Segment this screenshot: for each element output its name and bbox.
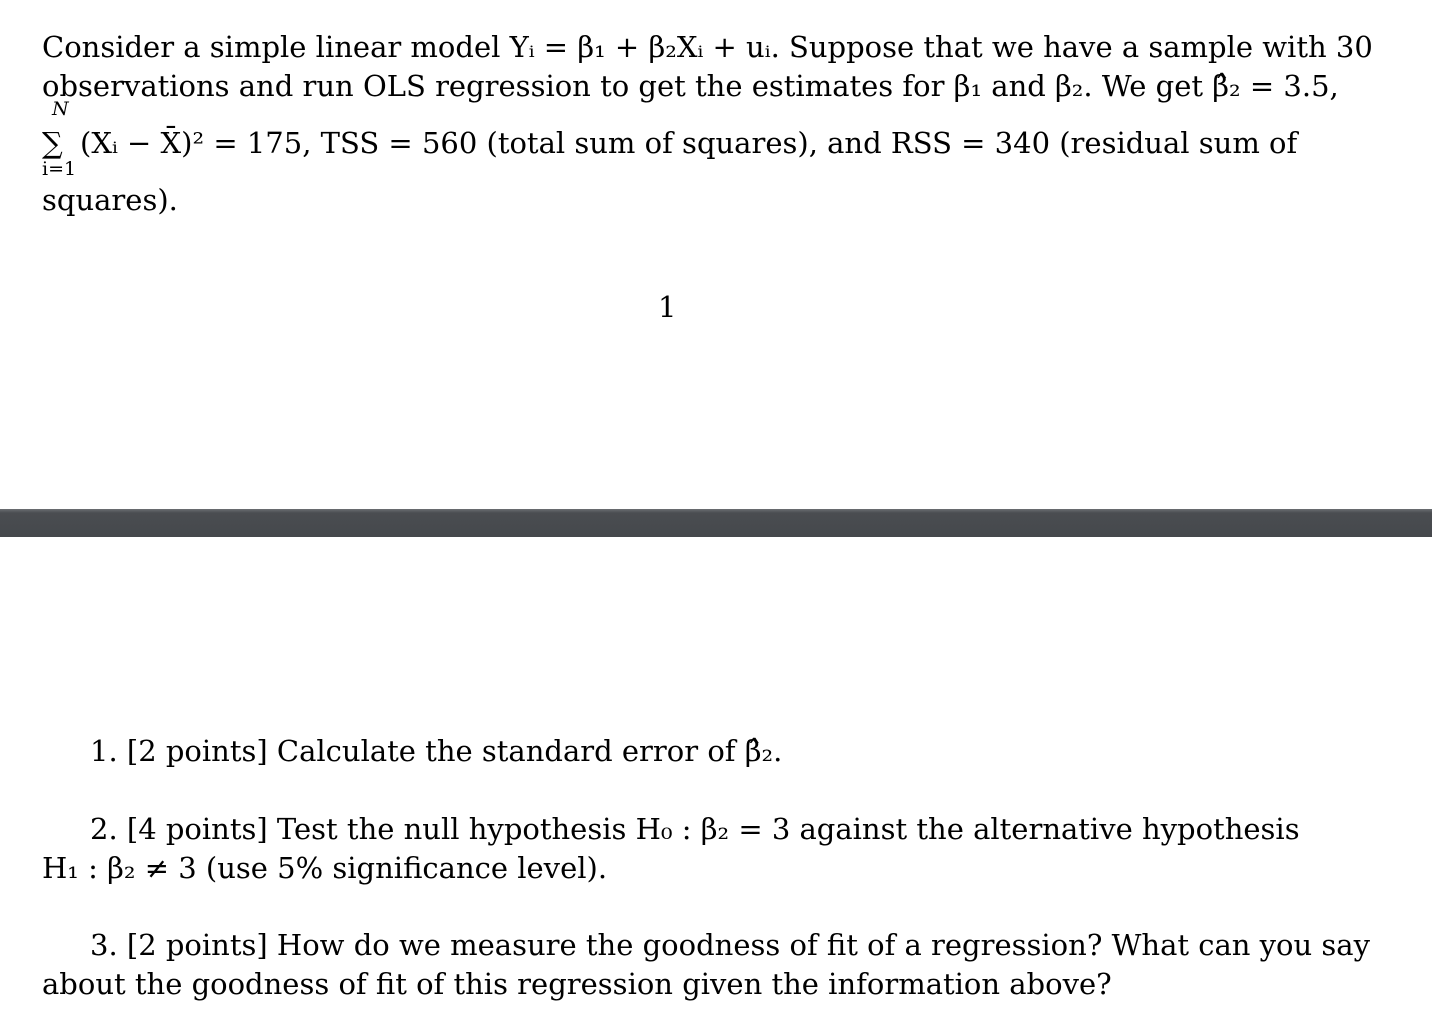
problem-line-3	[42, 98, 1298, 180]
problem-statement	[42, 28, 1373, 220]
question-3-line-1: 3. [2 points] How do we measure the goodness of fit of a regression? What can you say	[90, 928, 1370, 962]
problem-line-2: observations and run OLS regression to get the estimates for β₁ and β₂. We get β̂₂ = 3.5,	[42, 69, 1339, 103]
problem-line-3-text: (Xᵢ − X̄)² = 175, TSS = 560 (total sum of squares), and RSS = 340 (residual sum of	[80, 126, 1298, 160]
sum-lower-limit: i=1	[42, 158, 77, 180]
question-2	[42, 810, 1300, 888]
sum-upper-limit: N	[52, 98, 69, 120]
page-number: 1	[658, 290, 677, 324]
summation-symbol: ∑ N i=1	[42, 124, 80, 163]
question-3	[42, 926, 1370, 1004]
question-2-line-1: 2. [4 points] Test the null hypothesis H₀ : β₂ = 3 against the alternative hypothesis	[90, 812, 1300, 846]
question-1: 1. [2 points] Calculate the standard error of β̂₂.	[90, 734, 783, 768]
problem-line-4: squares).	[42, 183, 178, 217]
problem-line-1: Consider a simple linear model Yᵢ = β₁ + β₂Xᵢ + uᵢ. Suppose that we have a sample with 30	[42, 30, 1373, 64]
page-top	[0, 0, 1432, 509]
page-divider	[0, 509, 1432, 537]
question-2-line-2: H₁ : β₂ ≠ 3 (use 5% significance level).	[42, 851, 608, 885]
question-3-line-2: about the goodness of fit of this regression given the information above?	[42, 967, 1112, 1001]
